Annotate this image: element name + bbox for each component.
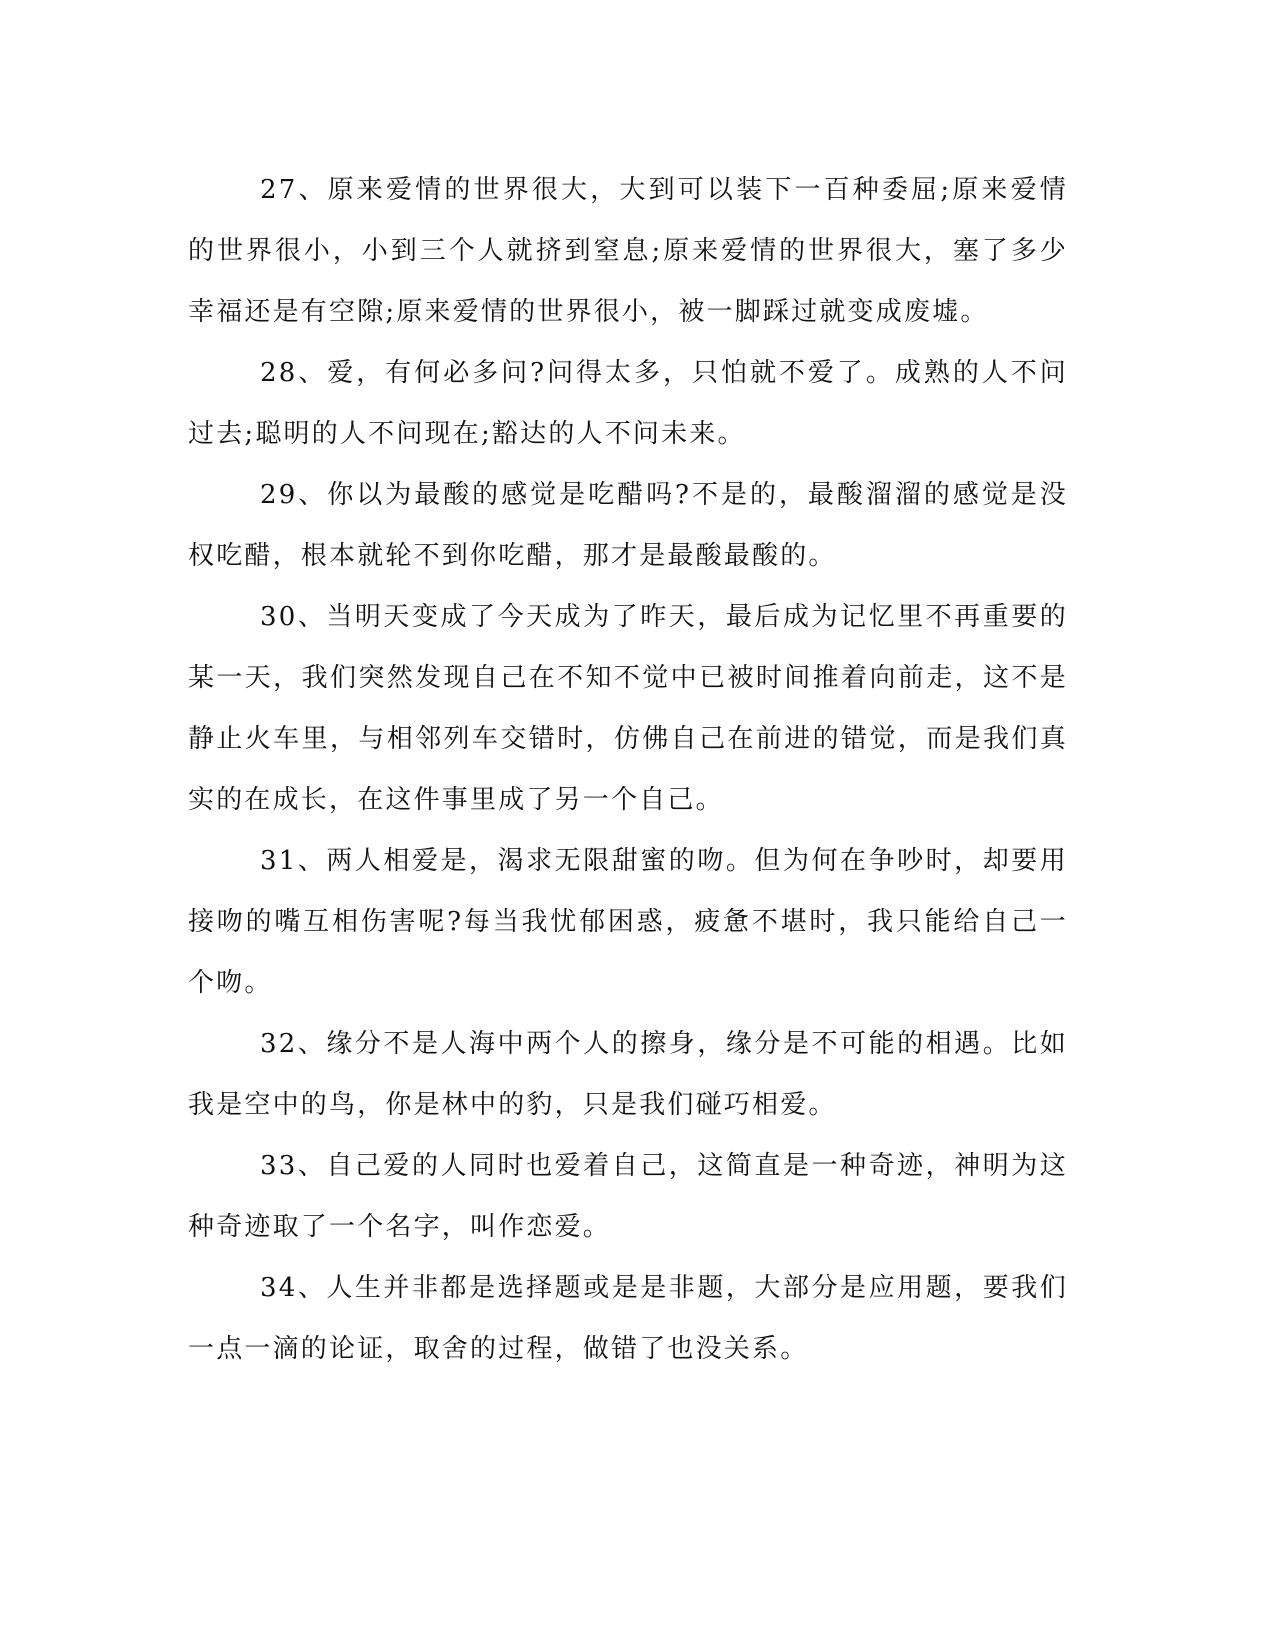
paragraph-32: 32、缘分不是人海中两个人的擦身，缘分是不可能的相遇。比如我是空中的鸟，你是林中的豹，只是我们碰巧相爱。 bbox=[188, 1029, 1068, 1120]
paragraph-30: 30、当明天变成了今天成为了昨天，最后成为记忆里不再重要的某一天，我们突然发现自己在不知不觉中已被时间推着向前走，这不是静止火车里，与相邻列车交错时，仿佛自己在前进的错觉，而是我们真实的在成长，在这件事里成了另一个自己。 bbox=[188, 602, 1068, 815]
paragraph-33: 33、自己爱的人同时也爱着自己，这简直是一种奇迹，神明为这种奇迹取了一个名字，叫作恋爱。 bbox=[188, 1151, 1068, 1242]
paragraph-29: 29、你以为最酸的感觉是吃醋吗?不是的，最酸溜溜的感觉是没权吃醋，根本就轮不到你吃醋，那才是最酸最酸的。 bbox=[188, 480, 1068, 571]
paragraph-31: 31、两人相爱是，渴求无限甜蜜的吻。但为何在争吵时，却要用接吻的嘴互相伤害呢?每当我忧郁困惑，疲惫不堪时，我只能给自己一个吻。 bbox=[188, 846, 1068, 998]
document-body bbox=[188, 160, 1068, 1380]
paragraph-27: 27、原来爱情的世界很大，大到可以装下一百种委屈;原来爱情的世界很小，小到三个人就挤到窒息;原来爱情的世界很大，塞了多少幸福还是有空隙;原来爱情的世界很小，被一脚踩过就变成废墟。 bbox=[188, 175, 1068, 327]
paragraph-34: 34、人生并非都是选择题或是是非题，大部分是应用题，要我们一点一滴的论证，取舍的过程，做错了也没关系。 bbox=[188, 1273, 1068, 1364]
paragraph-28: 28、爱，有何必多问?问得太多，只怕就不爱了。成熟的人不问过去;聪明的人不问现在;豁达的人不问未来。 bbox=[188, 358, 1068, 449]
